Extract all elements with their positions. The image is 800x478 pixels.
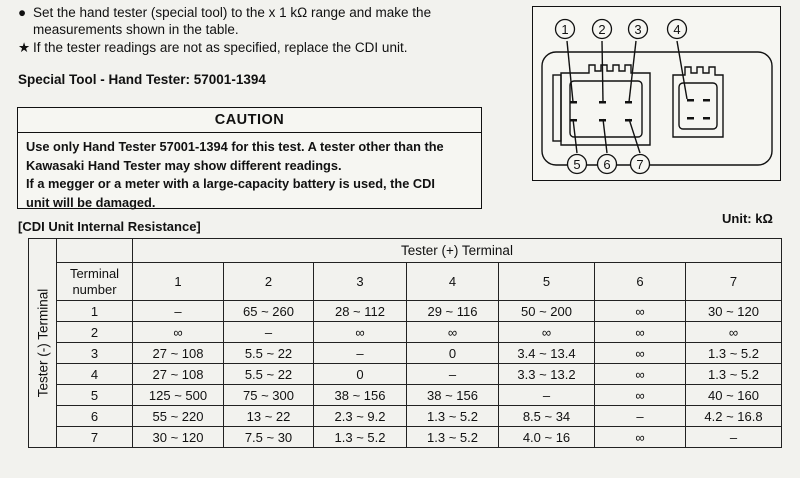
- table-row: [29, 343, 782, 364]
- terminal-number: 5: [573, 157, 581, 172]
- resistance-cell: ∞: [595, 322, 686, 343]
- resistance-cell: ∞: [595, 364, 686, 385]
- resistance-cell: 75 ~ 300: [224, 385, 314, 406]
- resistance-cell: 125 ~ 500: [133, 385, 224, 406]
- resistance-cell: 8.5 ~ 34: [499, 406, 595, 427]
- caution-line: Kawasaki Hand Tester may show different readings.: [26, 157, 342, 173]
- column-header: 5: [499, 263, 595, 301]
- row-header: 7: [57, 427, 133, 448]
- column-header: 1: [133, 263, 224, 301]
- large-connector-face: [570, 81, 642, 137]
- resistance-cell: 38 ~ 156: [407, 385, 499, 406]
- column-header: 6: [595, 263, 686, 301]
- resistance-cell: 7.5 ~ 30: [224, 427, 314, 448]
- resistance-cell: ∞: [314, 322, 407, 343]
- table-row: [29, 406, 782, 427]
- connector-diagram: [532, 6, 781, 181]
- side-header-cell: [29, 239, 57, 448]
- table-row: [29, 427, 782, 448]
- resistance-cell: 1.3 ~ 5.2: [686, 364, 782, 385]
- terminal-number: 3: [634, 22, 642, 37]
- row-header: 5: [57, 385, 133, 406]
- row-header: 2: [57, 322, 133, 343]
- table-row: [29, 322, 782, 343]
- unit-label: Unit: kΩ: [722, 211, 773, 226]
- resistance-cell: ∞: [595, 343, 686, 364]
- instruction-text: Set the hand tester (special tool) to the x 1 kΩ range and make the measurements shown in the table.: [33, 5, 432, 37]
- section-title: [CDI Unit Internal Resistance]: [18, 219, 201, 234]
- row-header: 1: [57, 301, 133, 322]
- resistance-cell: –: [499, 385, 595, 406]
- resistance-cell: 1.3 ~ 5.2: [314, 427, 407, 448]
- resistance-cell: 28 ~ 112: [314, 301, 407, 322]
- resistance-cell: ∞: [499, 322, 595, 343]
- resistance-cell: –: [686, 427, 782, 448]
- resistance-cell: 5.5 ~ 22: [224, 364, 314, 385]
- instruction-item: [18, 39, 488, 56]
- small-connector-shell: [673, 67, 723, 137]
- terminal-number: 1: [561, 22, 569, 37]
- resistance-cell: ∞: [595, 427, 686, 448]
- caution-line: If a megger or a meter with a large-capacity battery is used, the CDI: [26, 176, 435, 191]
- resistance-cell: 0: [407, 343, 499, 364]
- resistance-cell: ∞: [595, 301, 686, 322]
- resistance-cell: 4.0 ~ 16: [499, 427, 595, 448]
- column-header: 7: [686, 263, 782, 301]
- resistance-cell: 1.3 ~ 5.2: [407, 406, 499, 427]
- row-header: 6: [57, 406, 133, 427]
- resistance-cell: 40 ~ 160: [686, 385, 782, 406]
- caution-body: [18, 133, 481, 212]
- star-icon: ★: [18, 40, 31, 55]
- resistance-cell: –: [595, 406, 686, 427]
- terminal-number: 4: [673, 22, 681, 37]
- instruction-text: If the tester readings are not as specified, replace the CDI unit.: [33, 40, 408, 55]
- row-header: 4: [57, 364, 133, 385]
- special-tool-label: Special Tool - Hand Tester: 57001-1394: [18, 72, 266, 87]
- resistance-cell: 27 ~ 108: [133, 364, 224, 385]
- row-header: 3: [57, 343, 133, 364]
- resistance-cell: ∞: [407, 322, 499, 343]
- table-row: [29, 385, 782, 406]
- resistance-cell: ∞: [595, 385, 686, 406]
- resistance-cell: –: [224, 322, 314, 343]
- bullet-icon: ●: [18, 5, 27, 20]
- resistance-table: [28, 238, 782, 448]
- resistance-cell: –: [133, 301, 224, 322]
- resistance-cell: 65 ~ 260: [224, 301, 314, 322]
- resistance-cell: 30 ~ 120: [133, 427, 224, 448]
- resistance-cell: 13 ~ 22: [224, 406, 314, 427]
- column-header: 2: [224, 263, 314, 301]
- terminal-number: 7: [636, 157, 644, 172]
- caution-title: CAUTION: [18, 108, 481, 133]
- terminal-number: 2: [598, 22, 606, 37]
- resistance-cell: 3.3 ~ 13.2: [499, 364, 595, 385]
- table-row: [29, 301, 782, 322]
- resistance-cell: 38 ~ 156: [314, 385, 407, 406]
- large-connector-latch: [553, 75, 561, 141]
- side-header: Tester (-) Terminal: [35, 288, 50, 398]
- resistance-cell: –: [407, 364, 499, 385]
- instruction-list: [18, 4, 488, 56]
- resistance-cell: ∞: [686, 322, 782, 343]
- terminal-number: 6: [603, 157, 611, 172]
- small-connector-face: [679, 83, 717, 129]
- resistance-cell: 29 ~ 116: [407, 301, 499, 322]
- resistance-cell: 1.3 ~ 5.2: [686, 343, 782, 364]
- caution-line: unit will be damaged.: [26, 194, 156, 210]
- resistance-cell: 5.5 ~ 22: [224, 343, 314, 364]
- resistance-cell: 2.3 ~ 9.2: [314, 406, 407, 427]
- resistance-cell: 55 ~ 220: [133, 406, 224, 427]
- resistance-cell: 50 ~ 200: [499, 301, 595, 322]
- resistance-cell: 1.3 ~ 5.2: [407, 427, 499, 448]
- connector-illustration: [533, 7, 782, 182]
- resistance-cell: 0: [314, 364, 407, 385]
- resistance-cell: –: [314, 343, 407, 364]
- resistance-cell: 27 ~ 108: [133, 343, 224, 364]
- corner-blank-cell: [57, 239, 133, 263]
- resistance-cell: 3.4 ~ 13.4: [499, 343, 595, 364]
- instruction-item: [18, 4, 488, 38]
- resistance-cell: 4.2 ~ 16.8: [686, 406, 782, 427]
- caution-box: [17, 107, 482, 209]
- caution-line: Use only Hand Tester 57001-1394 for this test. A tester other than the: [26, 139, 444, 154]
- resistance-cell: 30 ~ 120: [686, 301, 782, 322]
- top-header: Tester (+) Terminal: [133, 239, 782, 263]
- column-header: 4: [407, 263, 499, 301]
- resistance-cell: ∞: [133, 322, 224, 343]
- resistance-table-wrap: [28, 238, 782, 448]
- table-row: [29, 364, 782, 385]
- corner-header: Terminal number: [57, 263, 133, 301]
- column-header: 3: [314, 263, 407, 301]
